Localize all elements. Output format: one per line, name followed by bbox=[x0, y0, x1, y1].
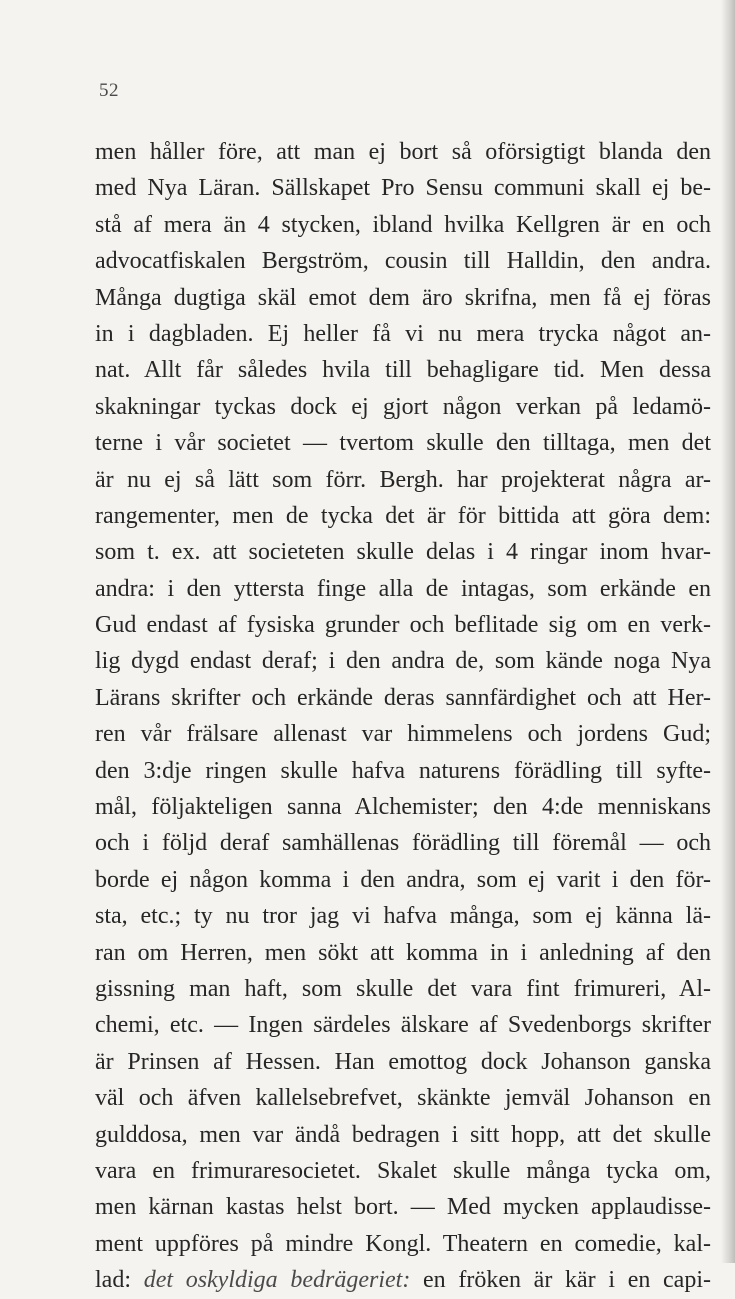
text-line: advocatfiskalen Bergström, cousin till Halldin, den andra. bbox=[95, 248, 711, 275]
text-line: gulddosa, men var ändå bedragen i sitt hopp, att det skulle bbox=[95, 1121, 711, 1148]
text-line: in i dagbladen. Ej heller få vi nu mera trycka något an- bbox=[95, 320, 711, 347]
text-line: terne i vår societet — tvertom skulle den tilltaga, men det bbox=[95, 430, 711, 457]
text-line: är Prinsen af Hessen. Han emottog dock Johanson ganska bbox=[95, 1048, 711, 1075]
text-line-last bbox=[95, 1262, 711, 1298]
page-edge-shadow bbox=[721, 0, 735, 1263]
italic-title: det oskyldiga bedrägeriet: bbox=[143, 1267, 411, 1294]
text-line: gissning man haft, som skulle det vara fint frimureri, Al- bbox=[95, 975, 711, 1002]
text-line: skakningar tyckas dock ej gjort någon verkan på ledamö- bbox=[95, 393, 711, 420]
text-line: lig dygd endast deraf; i den andra de, som kände noga Nya bbox=[95, 648, 711, 675]
text-line: men kärnan kastas helst bort. — Med mycken applaudisse- bbox=[95, 1194, 711, 1221]
text-line: vara en frimuraresocietet. Skalet skulle många tycka om, bbox=[95, 1157, 711, 1184]
text-line: Gud endast af fysiska grunder och beflitade sig om en verk- bbox=[95, 612, 711, 639]
text-line: väl och äfven kallelsebrefvet, skänkte jemväl Johanson en bbox=[95, 1085, 711, 1112]
text-line: andra: i den yttersta finge alla de intagas, som erkände en bbox=[95, 575, 711, 602]
text-line: den 3:dje ringen skulle hafva naturens förädling till syfte- bbox=[95, 757, 711, 784]
text-line: chemi, etc. — Ingen särdeles älskare af Svedenborgs skrifter bbox=[95, 1012, 711, 1039]
text-line: Många dugtiga skäl emot dem äro skrifna, men få ej föras bbox=[95, 284, 711, 311]
text-line: sta, etc.; ty nu tror jag vi hafva många, som ej känna lä- bbox=[95, 903, 711, 930]
text-line: ment uppföres på mindre Kongl. Theatern en comedie, kal- bbox=[95, 1230, 711, 1257]
body-text bbox=[95, 134, 711, 1299]
text-line: som t. ex. att societeten skulle delas i 4 ringar inom hvar- bbox=[95, 539, 711, 566]
text-line: men håller före, att man ej bort så oförsigtigt blanda den bbox=[95, 139, 711, 165]
text-line: Lärans skrifter och erkände deras sannfärdighet och att Her- bbox=[95, 684, 711, 711]
text-line: rangementer, men de tycka det är för bittida att göra dem: bbox=[95, 502, 711, 529]
last-line-prefix: lad: bbox=[95, 1267, 131, 1294]
page-number: 52 bbox=[99, 80, 119, 101]
text-line: mål, följakteligen sanna Alchemister; den 4:de menniskans bbox=[95, 794, 711, 821]
text-line: stå af mera än 4 stycken, ibland hvilka Kellgren är en och bbox=[95, 211, 711, 238]
last-line-suffix: en fröken är kär i en capi- bbox=[423, 1267, 711, 1294]
text-line: ran om Herren, men sökt att komma in i anledning af den bbox=[95, 939, 711, 966]
text-line: och i följd deraf samhällenas förädling till föremål — och bbox=[95, 830, 711, 857]
text-line: borde ej någon komma i den andra, som ej varit i den för- bbox=[95, 866, 711, 893]
text-line: med Nya Läran. Sällskapet Pro Sensu communi skall ej be- bbox=[95, 175, 711, 202]
text-line: nat. Allt får således hvila till behagligare tid. Men dessa bbox=[95, 357, 711, 384]
text-line: är nu ej så lätt som förr. Bergh. har projekterat några ar- bbox=[95, 466, 711, 493]
text-line: ren vår frälsare allenast var himmelens och jordens Gud; bbox=[95, 721, 711, 748]
